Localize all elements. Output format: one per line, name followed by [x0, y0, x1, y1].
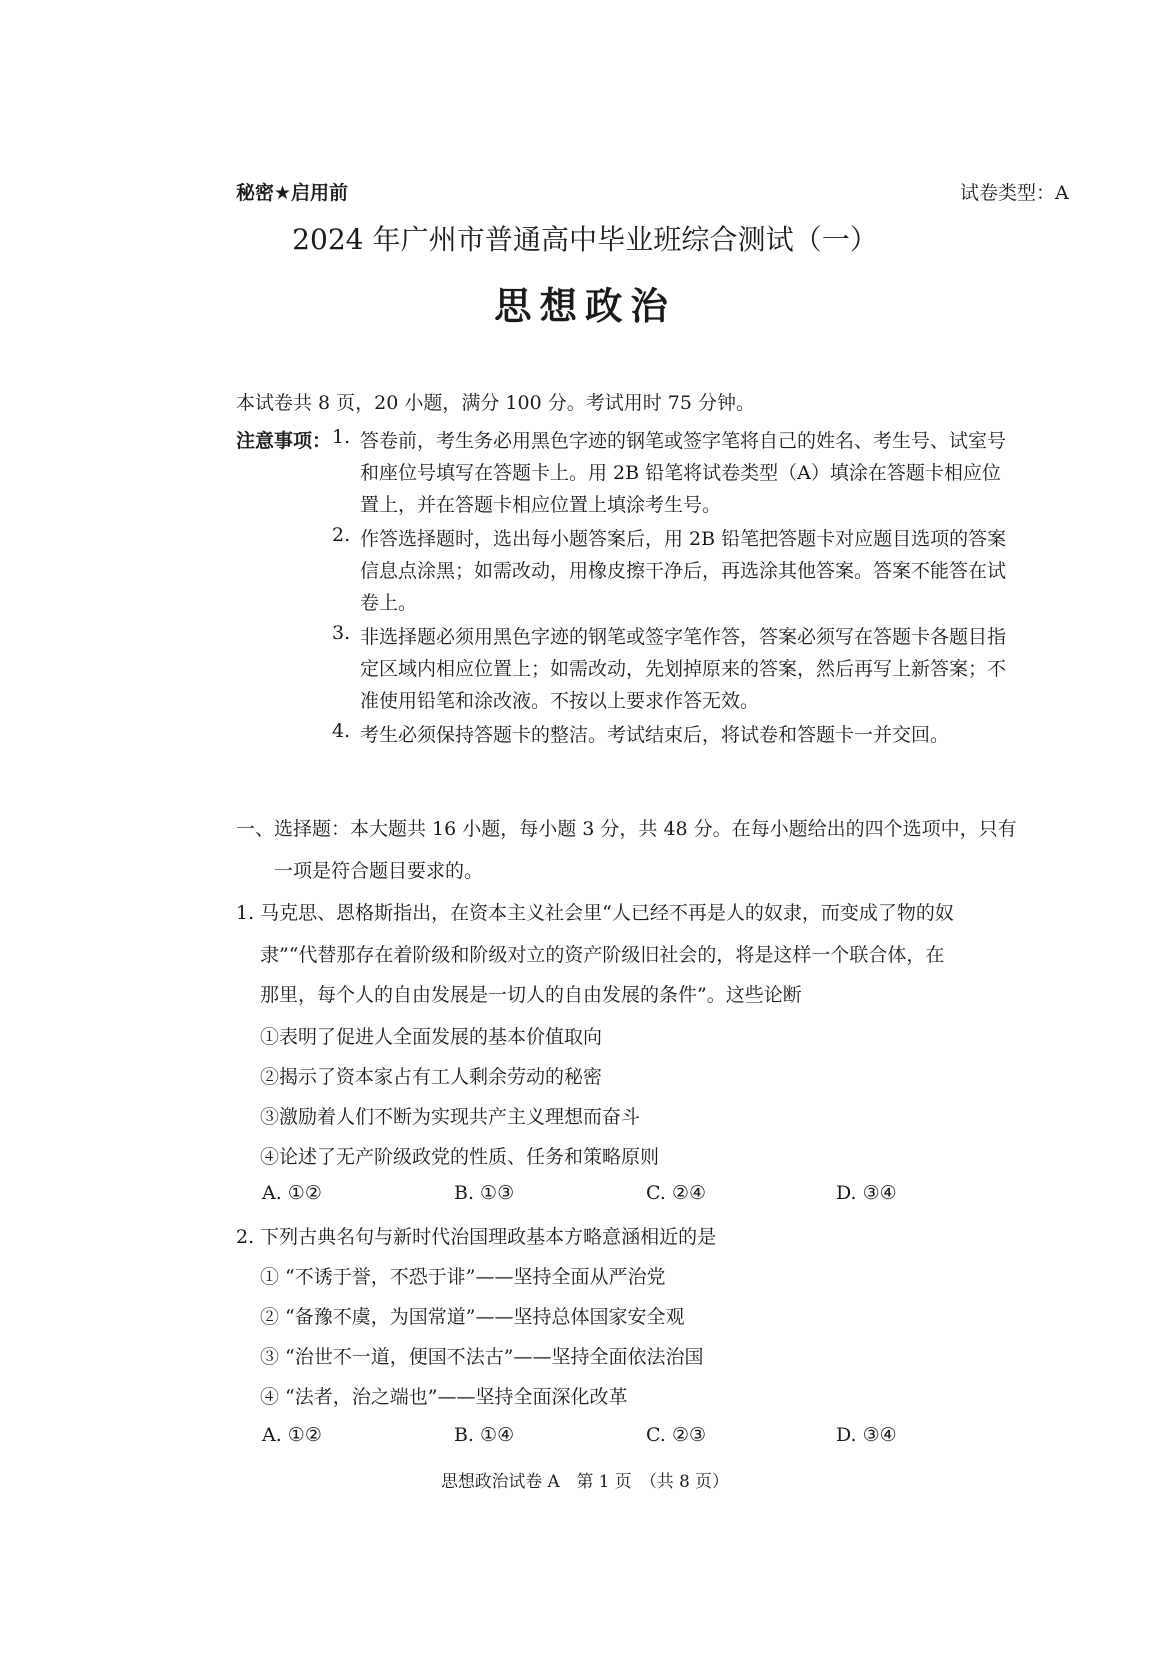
- answer-choice-d[interactable]: D. ③④: [836, 1424, 897, 1446]
- section-header-continued: 一项是符合题目要求的。: [274, 860, 484, 882]
- notice-item-line: 准使用铅笔和涂改液。不按以上要求作答无效。: [360, 690, 760, 712]
- question-statement: ① “不诱于誉，不恐于诽”——坚持全面从严治党: [260, 1266, 666, 1288]
- notice-item-line: 置上，并在答题卡相应位置上填涂考生号。: [360, 494, 722, 516]
- answer-choice-b[interactable]: B. ①④: [454, 1424, 515, 1446]
- question-stem: 2. 下列古典名句与新时代治国理政基本方略意涵相近的是: [236, 1226, 717, 1248]
- paper-type-label: 试卷类型：A: [960, 182, 1069, 204]
- section-header: 一、选择题：本大题共 16 小题，每小题 3 分，共 48 分。在每小题给出的四个选项中，只有: [236, 818, 1017, 840]
- notice-item-line: 信息点涂黑；如需改动，用橡皮擦干净后，再选涂其他答案。答案不能答在试: [360, 560, 1007, 582]
- question-stem: 隶”“代替那存在着阶级和阶级对立的资产阶级旧社会的，将是这样一个联合体，在: [260, 944, 945, 966]
- answer-choice-a[interactable]: A. ①②: [262, 1424, 322, 1446]
- question-statement: ③激励着人们不断为实现共产主义理想而奋斗: [260, 1106, 641, 1128]
- question-stem: 那里，每个人的自由发展是一切人的自由发展的条件”。这些论断: [260, 984, 802, 1006]
- answer-choice-b[interactable]: B. ①③: [454, 1182, 515, 1204]
- notice-item-number: 1.: [332, 426, 351, 448]
- answer-choice-c[interactable]: C. ②④: [646, 1182, 707, 1204]
- page-footer: 思想政治试卷 A 第 1 页 （共 8 页）: [441, 1471, 729, 1491]
- confidential-label: 秘密★启用前: [236, 182, 349, 204]
- exam-intro: 本试卷共 8 页，20 小题，满分 100 分。考试用时 75 分钟。: [236, 392, 755, 414]
- notice-item-line: 考生必须保持答题卡的整洁。考试结束后，将试卷和答题卡一并交回。: [360, 724, 950, 746]
- question-statement: ①表明了促进人全面发展的基本价值取向: [260, 1026, 603, 1048]
- notice-item-number: 2.: [332, 524, 351, 546]
- notice-item-line: 和座位号填写在答题卡上。用 2B 铅笔将试卷类型（A）填涂在答题卡相应位: [360, 462, 1001, 484]
- question-statement: ② “备豫不虞，为国常道”——坚持总体国家安全观: [260, 1306, 685, 1328]
- subject-title: 思想政治: [494, 284, 676, 328]
- notice-label: 注意事项：: [236, 430, 332, 452]
- notice-item-line: 卷上。: [360, 592, 418, 614]
- question-stem: 1. 马克思、恩格斯指出，在资本主义社会里“人已经不再是人的奴隶，而变成了物的奴: [236, 902, 954, 924]
- answer-choice-c[interactable]: C. ②③: [646, 1424, 707, 1446]
- question-statement: ④论述了无产阶级政党的性质、任务和策略原则: [260, 1146, 660, 1168]
- notice-item-line: 作答选择题时，选出每小题答案后，用 2B 铅笔把答题卡对应题目选项的答案: [360, 528, 1007, 550]
- answer-choice-a[interactable]: A. ①②: [262, 1182, 322, 1204]
- notice-item-line: 答卷前，考生务必用黑色字迹的钢笔或签字笔将自己的姓名、考生号、试室号: [360, 430, 1007, 452]
- question-statement: ②揭示了资本家占有工人剩余劳动的秘密: [260, 1066, 603, 1088]
- exam-title: 2024 年广州市普通高中毕业班综合测试（一）: [292, 223, 878, 256]
- notice-item-line: 定区域内相应位置上；如需改动，先划掉原来的答案，然后再写上新答案；不: [360, 658, 1007, 680]
- question-statement: ④ “法者，治之端也”——坚持全面深化改革: [260, 1386, 628, 1408]
- notice-item-line: 非选择题必须用黑色字迹的钢笔或签字笔作答，答案必须写在答题卡各题目指: [360, 626, 1007, 648]
- question-statement: ③ “治世不一道，便国不法古”——坚持全面依法治国: [260, 1346, 704, 1368]
- notice-item-number: 3.: [332, 622, 351, 644]
- answer-choice-d[interactable]: D. ③④: [836, 1182, 897, 1204]
- notice-item-number: 4.: [332, 720, 351, 742]
